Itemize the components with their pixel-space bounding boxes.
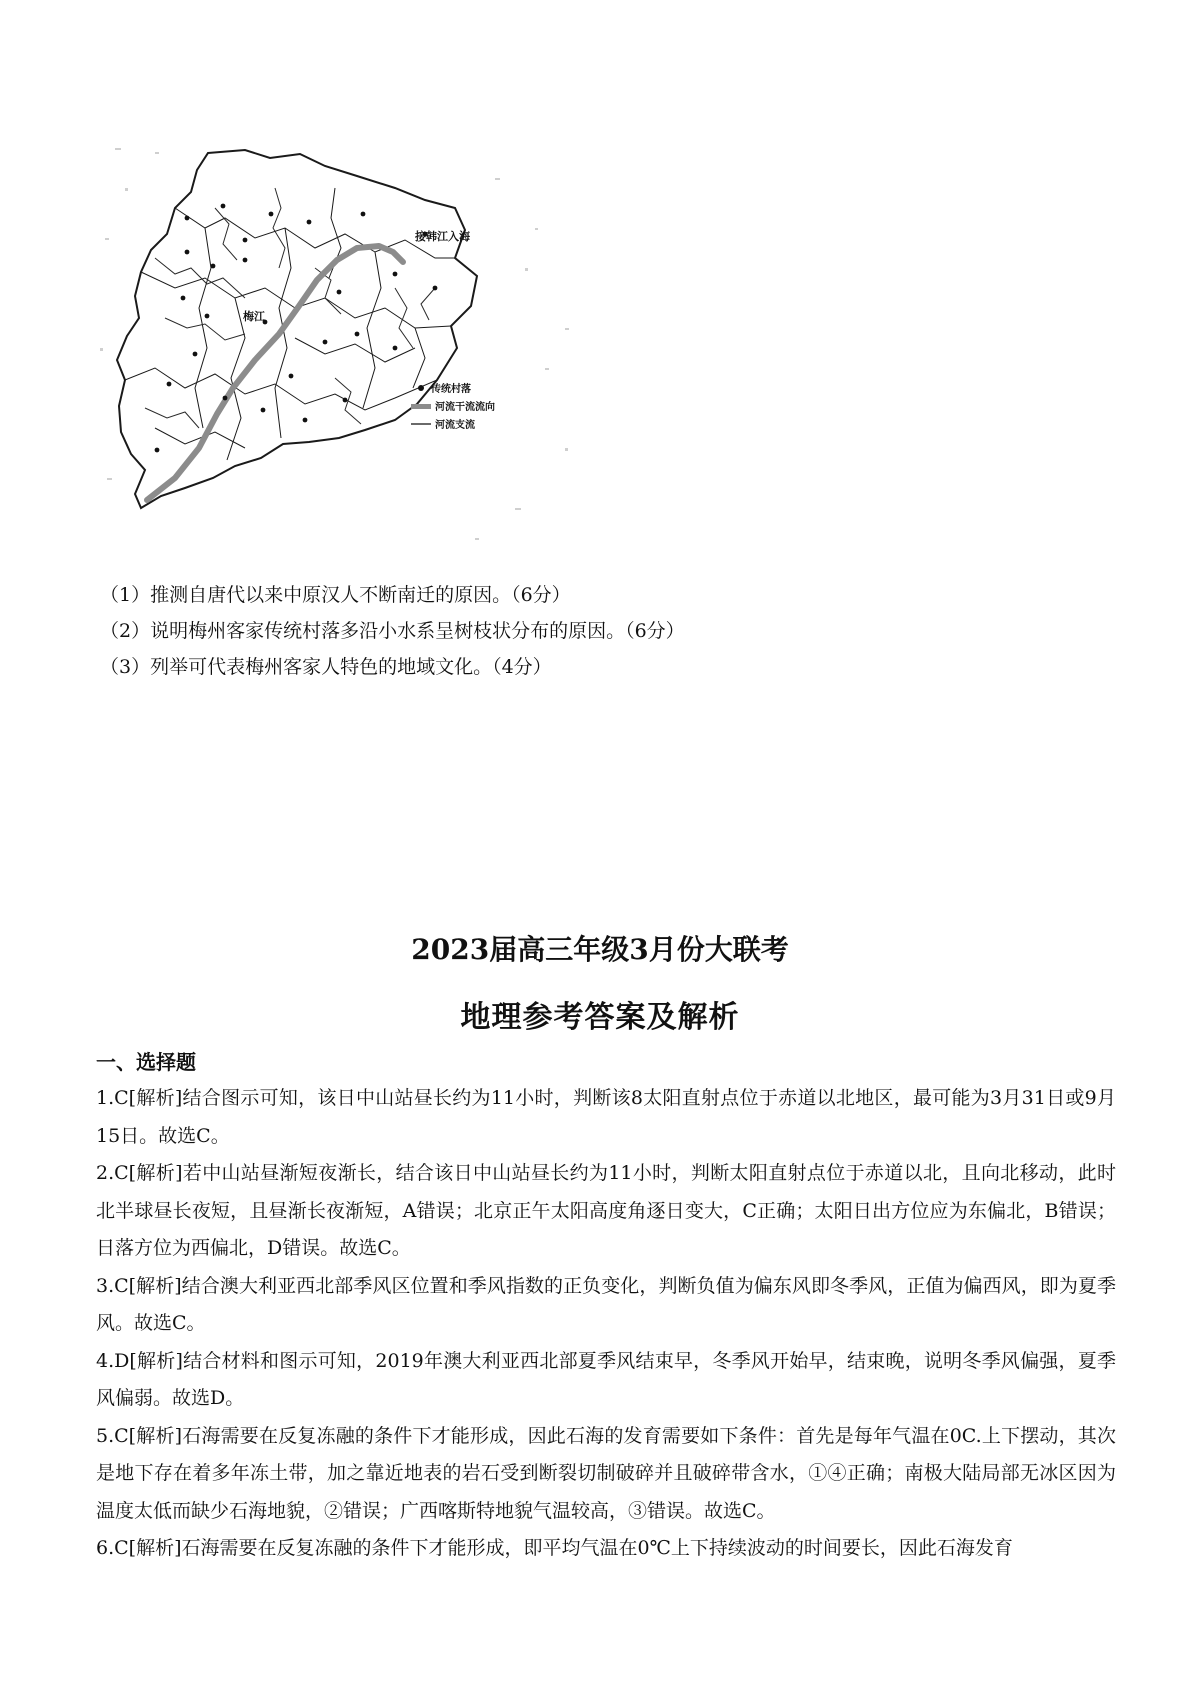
map-label-river: 梅江 — [243, 310, 265, 323]
answer-key-title: 地理参考答案及解析 — [460, 1000, 740, 1035]
map-tributaries — [145, 188, 435, 428]
legend-band-symbol — [411, 404, 431, 409]
legend-dot-symbol — [418, 385, 424, 391]
traditional-village-dots — [155, 204, 438, 453]
map-label-outlet: 接韩江入海 — [415, 230, 470, 243]
exam-title: 2023届高三年级3月份大联考 — [411, 933, 789, 966]
answer-5: 5.C[解析]石海需要在反复冻融的条件下才能形成，因此石海的发育需要如下条件：首先是每年气温在0C.上下摆动，其次是地下存在着多年冻土带，加之靠近地表的岩石受到断裂切制破碎并且破碎带含水，①④正确；南极大陆局部无冰区因为温度太低而缺少石海地貌，②错误；广西喀斯特地貌气温较高，③错误。故选C。 — [96, 1424, 1116, 1522]
answer-6: 6.C[解析]石海需要在反复冻融的条件下才能形成，即平均气温在0℃上下持续波动的时间要长，因此石海发育 — [96, 1537, 1013, 1559]
question-1: （1）推测自唐代以来中原汉人不断南迁的原因。（6分） — [100, 584, 571, 606]
legend-label-village: 传统村落 — [431, 384, 471, 395]
answer-3: 3.C[解析]结合澳大利亚西北部季风区位置和季风指数的正负变化，判断负值为偏东风即冬季风，正值为偏西风，即为夏季风。故选C。 — [96, 1274, 1116, 1334]
meizhou-map-figure — [95, 148, 585, 550]
map-boundary — [117, 150, 477, 508]
answer-2: 2.C[解析]若中山站昼渐短夜渐长，结合该日中山站昼长约为11小时，判断太阳直射点位于赤道以北，且向北移动，此时北半球昼长夜短，且昼渐长夜渐短，A错误；北京正午太阳高度角逐日变大，C正确；太阳日出方位应为东偏北，B错误；日落方位为西偏北，D错误。故选C。 — [96, 1162, 1116, 1259]
map-svg — [95, 148, 585, 550]
question-3: （3）列举可代表梅州客家人特色的地域文化。（4分） — [100, 656, 552, 678]
question-2: （2）说明梅州客家传统村落多沿小水系呈树枝状分布的原因。（6分） — [100, 620, 685, 642]
answer-1: 1.C[解析]结合图示可知，该日中山站昼长约为11小时，判断该8太阳直射点位于赤道以北地区，最可能为3月31日或9月15日。故选C。 — [96, 1087, 1116, 1147]
answer-list — [96, 1080, 1116, 1568]
legend-label-tributary: 河流支流 — [435, 420, 475, 431]
map-legend — [411, 382, 495, 431]
answer-4: 4.D[解析]结合材料和图示可知，2019年澳大利亚西北部夏季风结束早，冬季风开始早，结束晚，说明冬季风偏强，夏季风偏弱。故选D。 — [96, 1349, 1116, 1409]
legend-label-main-river: 河流干流流向 — [435, 402, 495, 413]
section-heading-multiple-choice: 一、选择题 — [96, 1050, 196, 1074]
map-county-boundaries — [125, 188, 455, 460]
question-list — [100, 577, 1000, 685]
